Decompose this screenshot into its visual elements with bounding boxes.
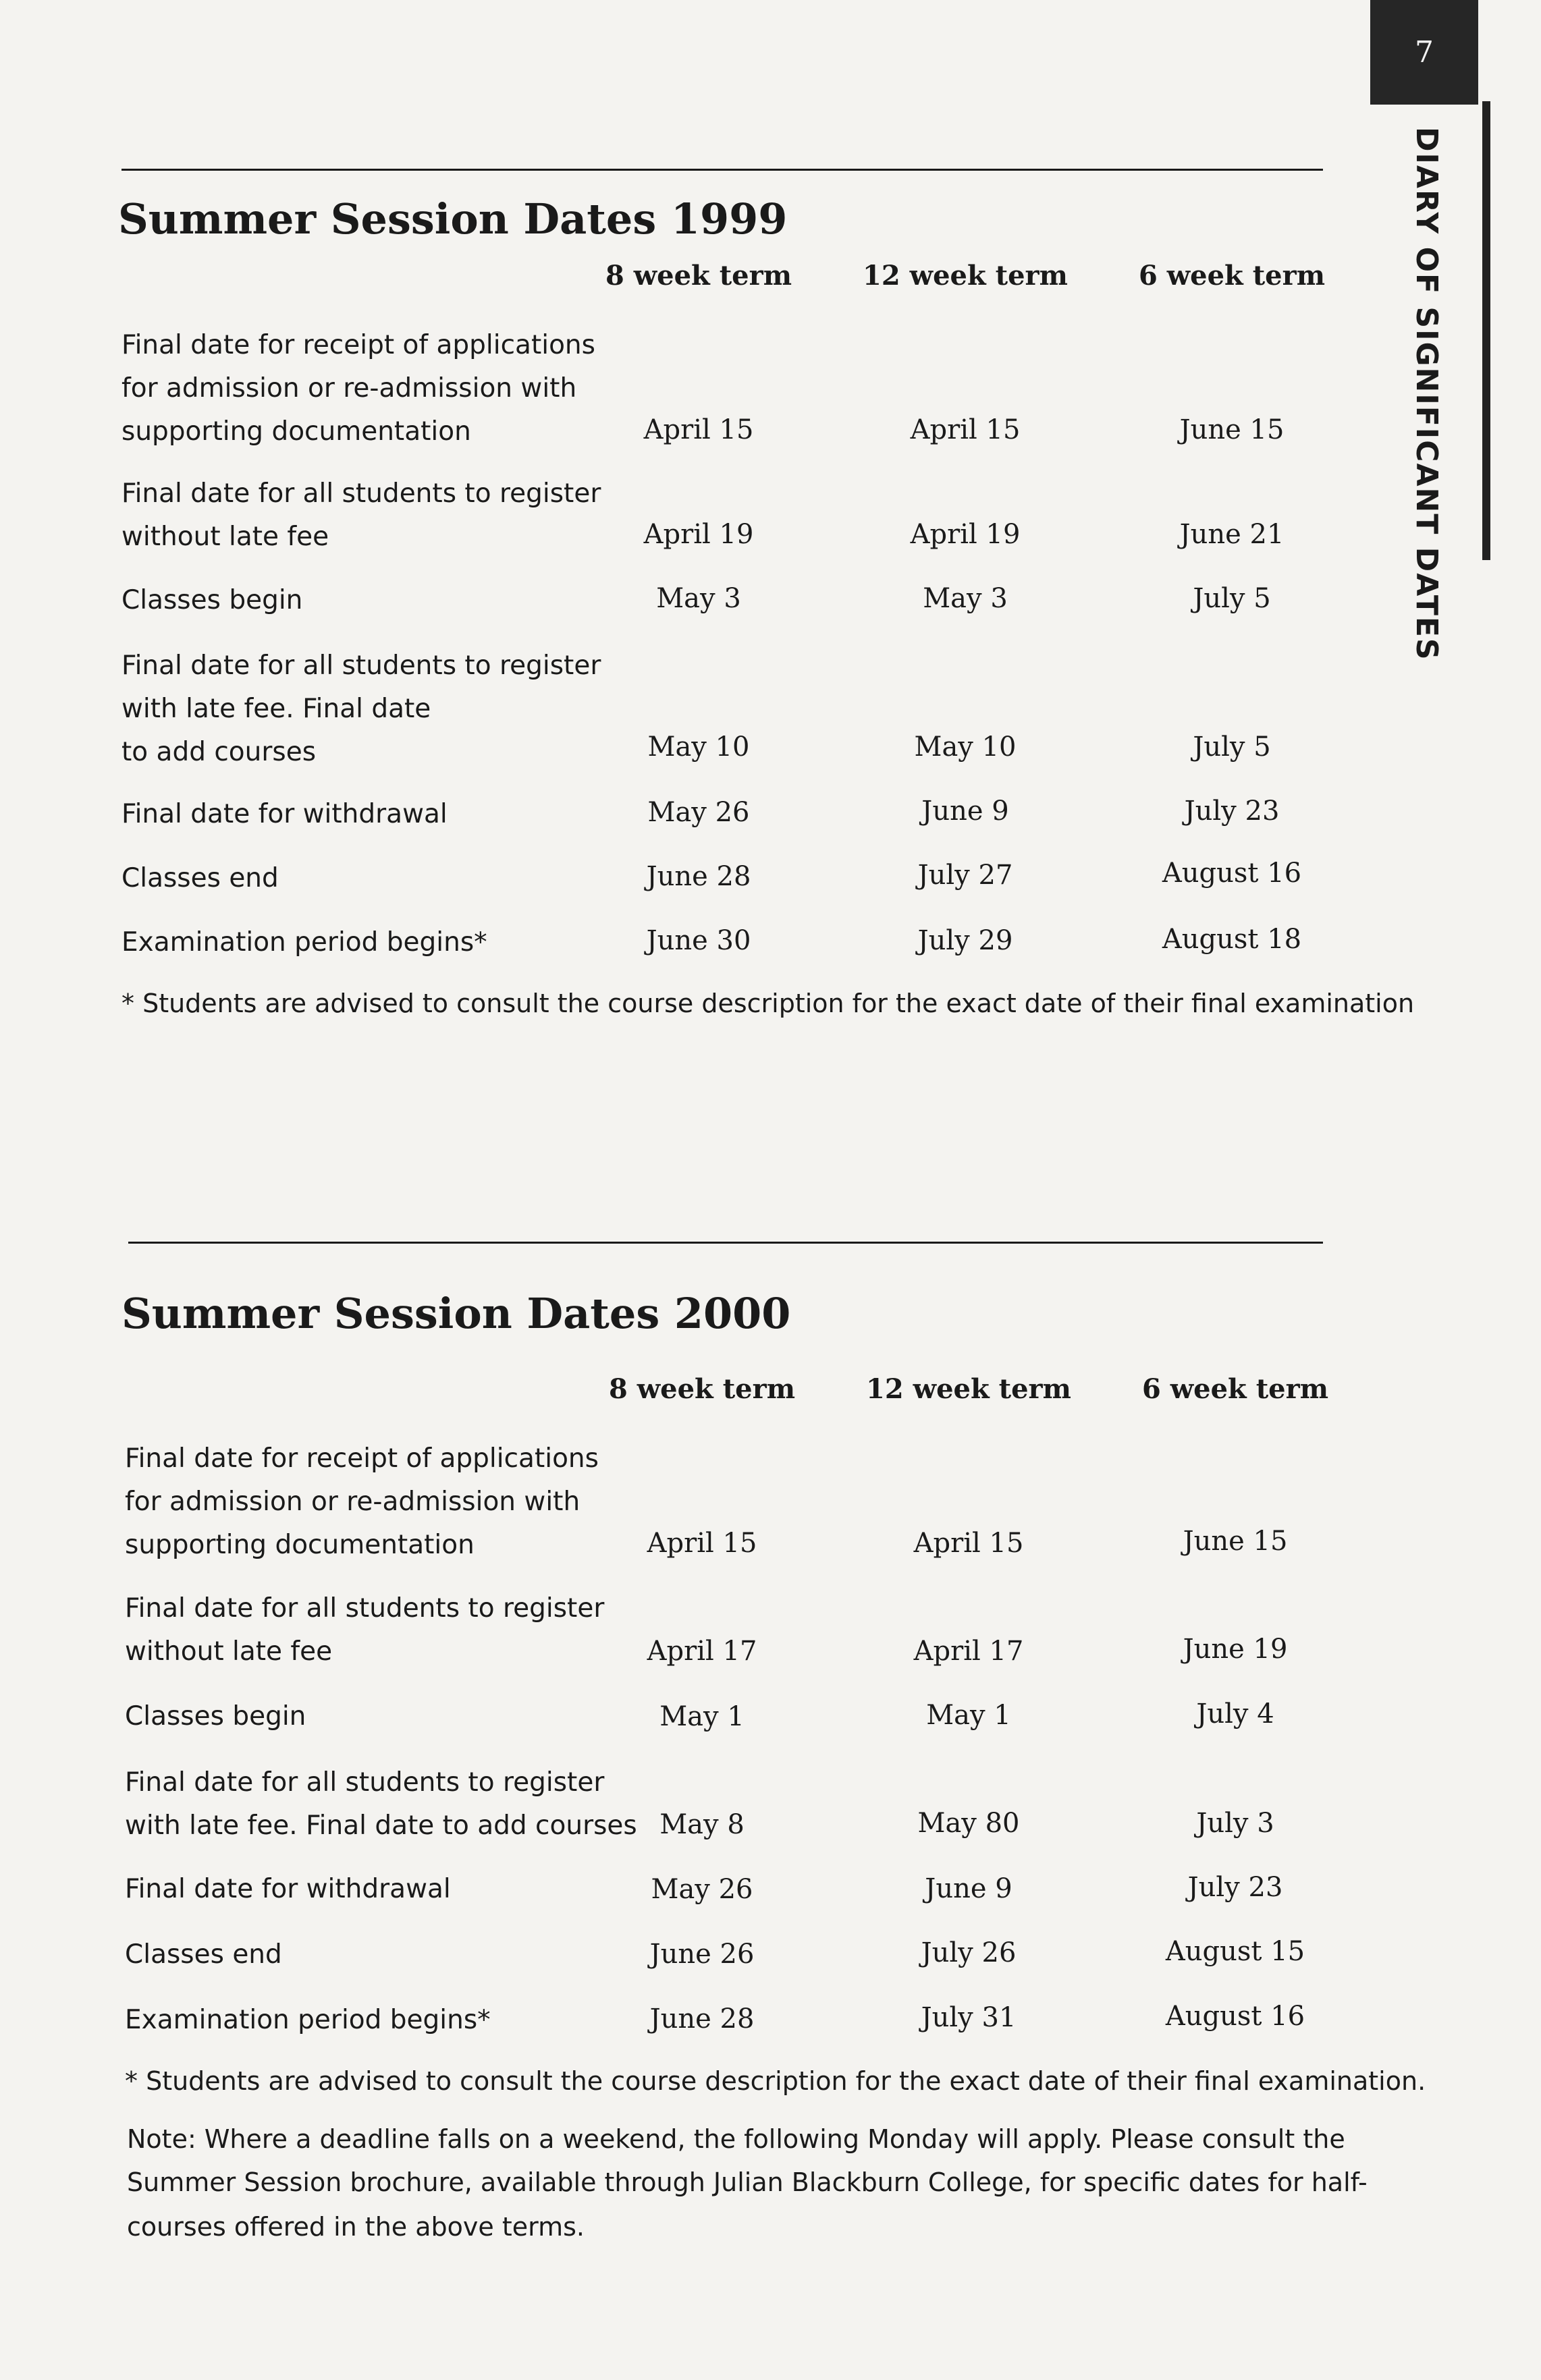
page-number: 7 <box>1370 0 1478 105</box>
table-cell: July 29 <box>917 925 1013 956</box>
table-cell: July 23 <box>1187 1872 1283 1903</box>
column-header-8-week-2000: 8 week term <box>608 1373 796 1405</box>
row-label-register-no-late-fee-2000: Final date for all students to register without late fee <box>125 1593 605 1667</box>
table-cell: May 26 <box>651 1874 753 1905</box>
section-title-1999: Summer Session Dates 1999 <box>118 194 788 244</box>
row-label-register-late-fee-1999: Final date for all students to register with late fee. Final date to add courses <box>121 651 601 767</box>
table-cell: July 5 <box>1193 583 1271 614</box>
row-label-classes-begin-1999: Classes begin <box>121 585 303 615</box>
footnote-2000: * Students are advised to consult the course description for the exact date of their final examination. <box>125 2066 1426 2096</box>
table-cell: June 9 <box>925 1873 1012 1904</box>
table-cell: June 21 <box>1179 519 1285 550</box>
table-cell: July 27 <box>917 860 1013 891</box>
table-cell: July 5 <box>1193 731 1271 763</box>
row-label-withdrawal-2000: Final date for withdrawal <box>125 1874 451 1904</box>
column-header-8-week-1999: 8 week term <box>605 260 792 292</box>
column-header-12-week-2000: 12 week term <box>866 1373 1071 1405</box>
row-label-exam-period-2000: Examination period begins* <box>125 2005 491 2035</box>
table-cell: August 16 <box>1165 2001 1305 2032</box>
section-title-2000: Summer Session Dates 2000 <box>121 1289 791 1338</box>
table-cell: April 15 <box>647 1528 757 1559</box>
table-cell: April 19 <box>910 519 1021 550</box>
side-bar-decoration <box>1482 101 1490 560</box>
column-header-6-week-2000: 6 week term <box>1141 1373 1329 1405</box>
row-label-classes-end-2000: Classes end <box>125 1939 282 1970</box>
note-line: Note: Where a deadline falls on a weekend, the following Monday will apply. Please consult the <box>127 2124 1345 2154</box>
table-cell: May 3 <box>656 583 741 614</box>
table-cell: May 10 <box>647 731 750 763</box>
table-cell: April 17 <box>913 1636 1024 1667</box>
table-cell: June 30 <box>646 925 751 956</box>
table-cell: June 26 <box>649 1939 755 1970</box>
table-cell: May 3 <box>923 583 1008 614</box>
row-label-classes-begin-2000: Classes begin <box>125 1701 306 1732</box>
table-cell: June 9 <box>921 796 1009 827</box>
table-cell: May 80 <box>917 1808 1020 1839</box>
table-cell: May 1 <box>659 1701 745 1732</box>
table-cell: August 15 <box>1165 1936 1305 1967</box>
row-label-applications-1999: Final date for receipt of applications for admission or re-admission with supporting documentation <box>121 330 595 447</box>
table-cell: August 16 <box>1162 858 1302 889</box>
table-cell: May 8 <box>659 1809 745 1840</box>
table-cell: July 23 <box>1184 796 1280 827</box>
table-cell: April 17 <box>647 1636 757 1667</box>
table-cell: June 28 <box>646 861 751 892</box>
table-cell: July 26 <box>921 1937 1017 1968</box>
table-cell: May 10 <box>914 731 1017 763</box>
note-line: Summer Session brochure, available through Julian Blackburn College, for specific dates for half- <box>127 2167 1368 2197</box>
row-label-exam-period-1999: Examination period begins* <box>121 927 487 958</box>
table-cell: July 3 <box>1196 1808 1274 1839</box>
column-header-6-week-1999: 6 week term <box>1138 260 1326 292</box>
table-cell: August 18 <box>1162 924 1302 955</box>
row-label-classes-end-1999: Classes end <box>121 863 279 893</box>
table-cell: July 4 <box>1196 1698 1274 1729</box>
row-label-withdrawal-1999: Final date for withdrawal <box>121 799 448 829</box>
note-line: courses offered in the above terms. <box>127 2212 585 2242</box>
column-header-12-week-1999: 12 week term <box>863 260 1068 292</box>
table-cell: June 19 <box>1183 1634 1288 1665</box>
table-cell: May 26 <box>647 797 750 828</box>
table-cell: June 28 <box>649 2003 755 2035</box>
row-label-register-late-fee-2000: Final date for all students to register with late fee. Final date to add courses <box>125 1767 637 1841</box>
footnote-1999: * Students are advised to consult the course description for the exact date of their final examination <box>121 989 1415 1018</box>
table-cell: May 1 <box>926 1700 1011 1731</box>
section-rule-2000 <box>128 1242 1323 1244</box>
table-cell: June 15 <box>1183 1526 1288 1557</box>
table-cell: June 15 <box>1179 414 1285 445</box>
row-label-applications-2000: Final date for receipt of applications for admission or re-admission with supporting documentation <box>125 1443 599 1560</box>
table-cell: April 15 <box>913 1528 1024 1559</box>
table-cell: April 15 <box>643 414 754 445</box>
section-side-label: DIARY OF SIGNIFICANT DATES <box>1409 127 1444 661</box>
table-cell: July 31 <box>921 2002 1017 2033</box>
table-cell: April 19 <box>643 519 754 550</box>
row-label-register-no-late-fee-1999: Final date for all students to register without late fee <box>121 478 601 552</box>
section-rule-1999 <box>121 169 1323 171</box>
table-cell: April 15 <box>910 414 1021 445</box>
